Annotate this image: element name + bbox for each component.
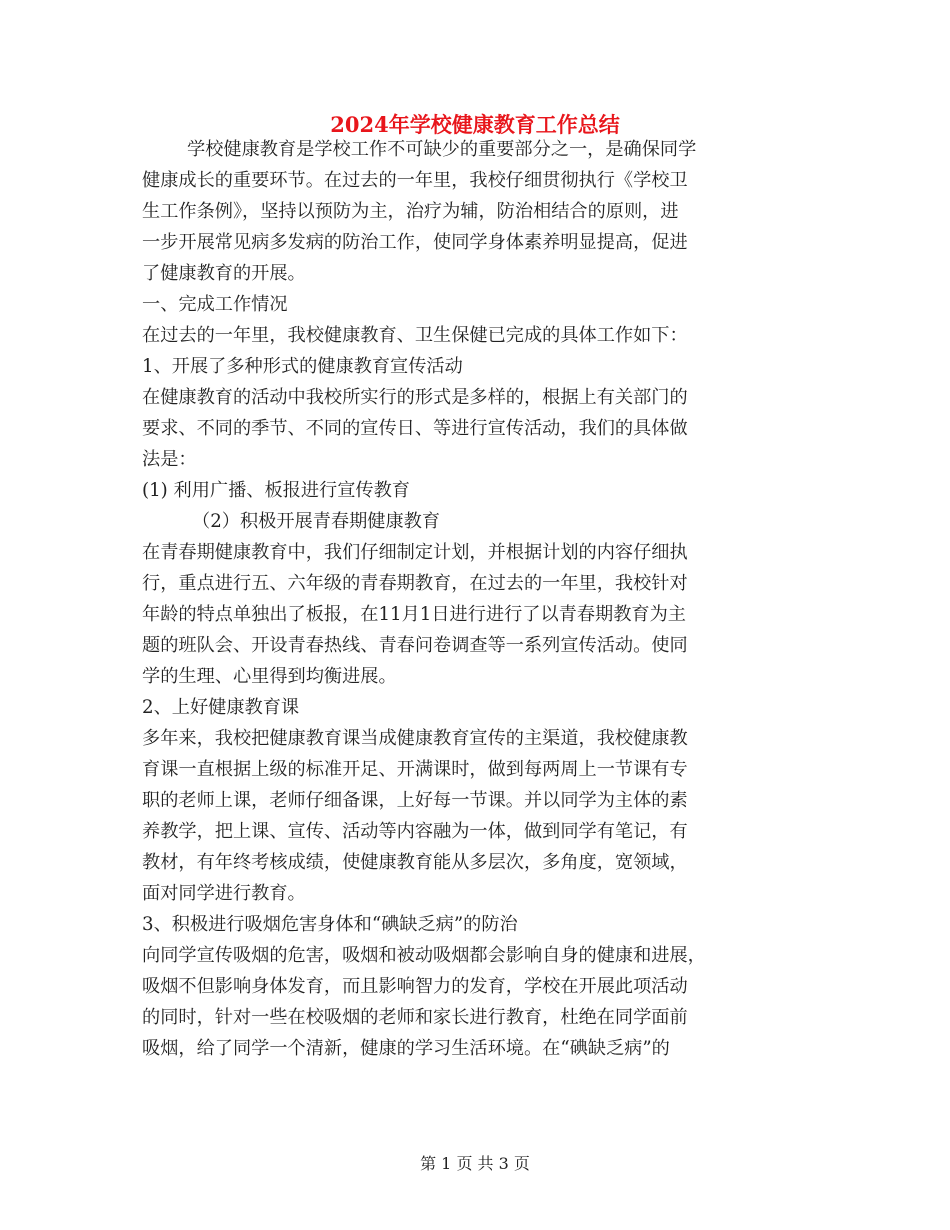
paragraph-line: 面对同学进行教育。 — [142, 883, 306, 904]
paragraph-line: 吸烟不但影响身体发育，而且影响智力的发育，学校在开展此项活动 — [142, 976, 688, 997]
paragraph-line: 年龄的特点单独出了板报，在11月1日进行进行了以青春期教育为主 — [142, 604, 686, 625]
paragraph-line: 生工作条例》，坚持以预防为主，治疗为辅，防治相结合的原则，进 — [142, 201, 679, 222]
paragraph-line: 教材，有年终考核成绩，使健康教育能从多层次，多角度，宽领域， — [142, 852, 688, 873]
subsection-heading: 1、开展了多种形式的健康教育宣传活动 — [142, 356, 463, 377]
subsection-heading: 3、积极进行吸烟危害身体和“碘缺乏病”的防治 — [142, 914, 518, 935]
paragraph-line: 法是： — [142, 449, 197, 470]
paragraph-line: 在健康教育的活动中我校所实行的形式是多样的，根据上有关部门的 — [142, 387, 688, 408]
paragraph-line: 职的老师上课，老师仔细备课，上好每一节课。并以同学为主体的素 — [142, 790, 688, 811]
subsection-heading: 2、上好健康教育课 — [142, 697, 300, 718]
paragraph-line: 要求、不同的季节、不同的宣传日、等进行宣传活动，我们的具体做 — [142, 418, 688, 439]
paragraph-line: 吸烟，给了同学一个清新，健康的学习生活环境。在“碘缺乏病”的 — [142, 1038, 670, 1059]
paragraph-line: 了健康教育的开展。 — [142, 263, 306, 284]
paragraph-line: 育课一直根据上级的标准开足、开满课时，做到每两周上一节课有专 — [142, 759, 688, 780]
paragraph-line: 的同时，针对一些在校吸烟的老师和家长进行教育，杜绝在同学面前 — [142, 1007, 688, 1028]
paragraph-line: 向同学宣传吸烟的危害，吸烟和被动吸烟都会影响自身的健康和进展， — [142, 945, 706, 966]
paragraph-line: 在过去的一年里，我校健康教育、卫生保健已完成的具体工作如下： — [142, 325, 688, 346]
section-heading: 一、完成工作情况 — [142, 294, 288, 315]
list-item: （2）积极开展青春期健康教育 — [192, 511, 441, 532]
paragraph-line: 多年来，我校把健康教育课当成健康教育宣传的主渠道，我校健康教 — [142, 728, 688, 749]
document-title: 2024年学校健康教育工作总结 — [330, 112, 620, 137]
paragraph-line: 学校健康教育是学校工作不可缺少的重要部分之一，是确保同学 — [187, 139, 697, 160]
list-item: (1) 利用广播、板报进行宣传教育 — [142, 480, 410, 501]
paragraph-line: 养教学，把上课、宣传、活动等内容融为一体，做到同学有笔记，有 — [142, 821, 688, 842]
paragraph-line: 题的班队会、开设青春热线、青春问卷调查等一系列宣传活动。使同 — [142, 635, 688, 656]
paragraph-line: 学的生理、心里得到均衡进展。 — [142, 666, 397, 687]
paragraph-line: 在青春期健康教育中，我们仔细制定计划，并根据计划的内容仔细执 — [142, 542, 688, 563]
page-number-footer: 第 1 页 共 3 页 — [420, 1154, 530, 1173]
paragraph-line: 行，重点进行五、六年级的青春期教育，在过去的一年里，我校针对 — [142, 573, 688, 594]
paragraph-line: 健康成长的重要环节。在过去的一年里，我校仔细贯彻执行《学校卫 — [142, 170, 688, 191]
document-body — [142, 134, 822, 1064]
paragraph-line: 一步开展常见病多发病的防治工作，使同学身体素养明显提高，促进 — [142, 232, 688, 253]
